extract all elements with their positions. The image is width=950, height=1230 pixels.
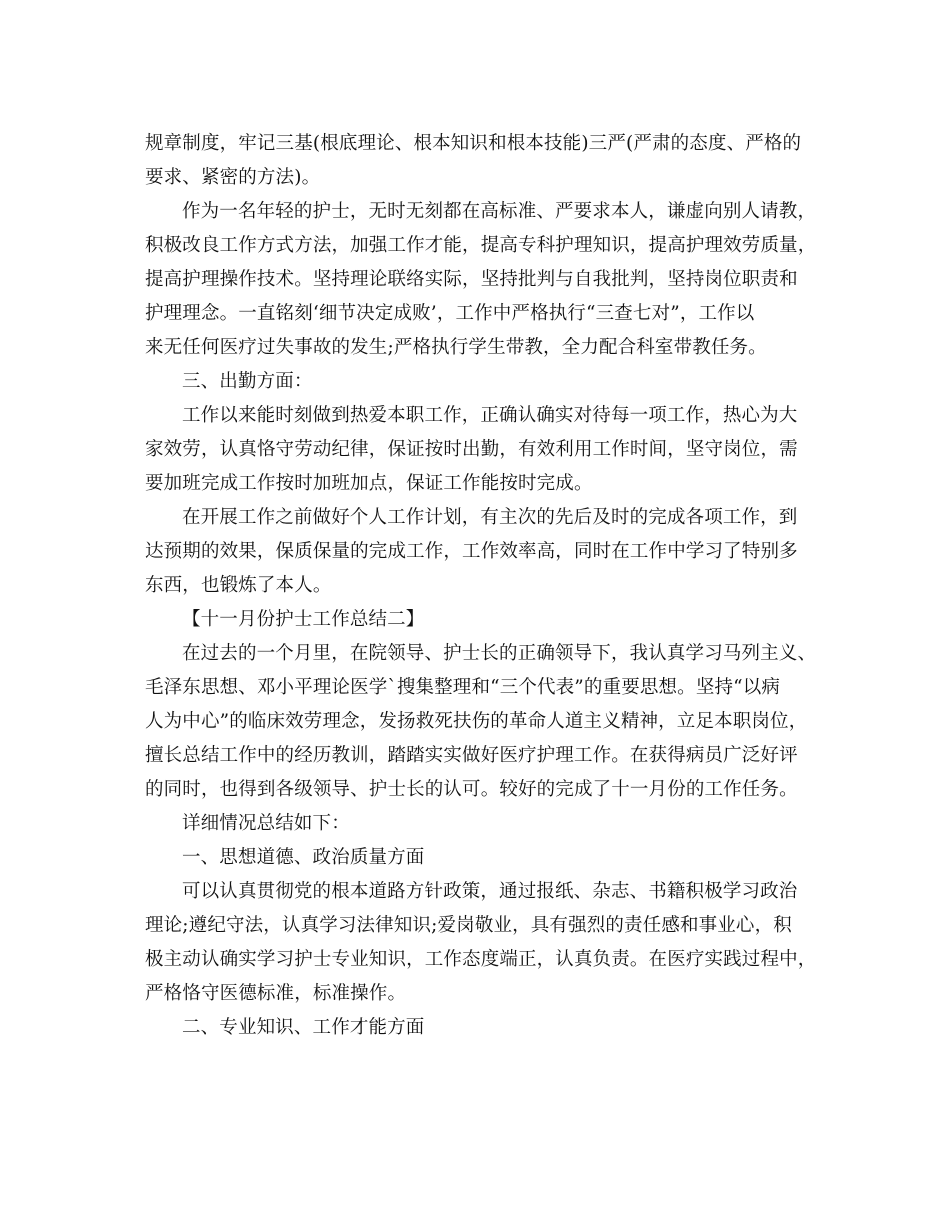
text-line: 人为中心”的临床效劳理念，发扬救死扶伤的革命人道主义精神，立足本职岗位，	[145, 711, 808, 732]
text-line: 规章制度，牢记三基(根底理论、根本知识和根本技能)三严(严肃的态度、严格的	[145, 133, 802, 154]
text-line: 作为一名年轻的护士，无时无刻都在高标准、严要求本人，谦虚向别人请教，	[182, 201, 817, 222]
text-line: 严格恪守医德标准，标准操作。	[145, 983, 407, 1004]
text-line: 极主动认确实学习护士专业知识，工作态度端正，认真负责。在医疗实践过程中，	[145, 949, 817, 970]
paragraph	[145, 127, 810, 195]
text-line: 东西，也锻炼了本人。	[145, 575, 332, 596]
paragraph	[145, 399, 810, 501]
text-line: 积极改良工作方式方法，加强工作才能，提高专科护理知识，提高护理效劳质量，	[145, 235, 817, 256]
text-line: 毛泽东思想、邓小平理论医学`搜集整理和“三个代表”的重要思想。坚持“以病	[145, 677, 781, 698]
text-line: 要加班完成工作按时加班加点，保证工作能按时完成。	[145, 473, 593, 494]
text-line: 在开展工作之前做好个人工作计划，有主次的先后及时的完成各项工作，到	[182, 507, 798, 528]
text-line: 的同时，也得到各级领导、护士长的认可。较好的完成了十一月份的工作任务。	[145, 779, 798, 800]
text-line: 理论;遵纪守法，认真学习法律知识;爱岗敬业，具有强烈的责任感和事业心，积	[145, 915, 792, 936]
text-line: 二、专业知识、工作才能方面	[182, 1017, 425, 1038]
text-line: 工作以来能时刻做到热爱本职工作，正确认确实对待每一项工作，热心为大	[182, 405, 798, 426]
text-line: 家效劳，认真恪守劳动纪律，保证按时出勤，有效利用工作时间，坚守岗位，需	[145, 439, 798, 460]
text-line: 详细情况总结如下：	[182, 813, 350, 834]
text-line: 护理理念。一直铭刻‘细节决定成败’，工作中严格执行“三查七对”，工作以	[145, 303, 755, 324]
section-title	[145, 603, 810, 637]
paragraph	[145, 875, 817, 1011]
section-heading	[145, 365, 810, 399]
text-line: 提高护理操作技术。坚持理论联络实际，坚持批判与自我批判，坚持岗位职责和	[145, 269, 798, 290]
paragraph	[145, 637, 817, 807]
paragraph	[145, 195, 817, 365]
text-line: 在过去的一个月里，在院领导、护士长的正确领导下，我认真学习马列主义、	[182, 643, 817, 664]
text-line: 要求、紧密的方法)。	[145, 167, 321, 188]
text-line: 达预期的效果，保质保量的完成工作，工作效率高，同时在工作中学习了特别多	[145, 541, 798, 562]
text-line: 一、思想道德、政治质量方面	[182, 847, 425, 868]
text-line: 三、出勤方面：	[182, 371, 313, 392]
document-page	[145, 127, 817, 1045]
text-line: 来无任何医疗过失事故的发生;严格执行学生带教，全力配合科室带教任务。	[145, 337, 767, 358]
paragraph	[145, 807, 810, 841]
text-line: 【十一月份护士工作总结二】	[182, 609, 425, 630]
text-line: 可以认真贯彻党的根本道路方针政策，通过报纸、杂志、书籍积极学习政治	[182, 881, 798, 902]
section-heading	[145, 1011, 810, 1045]
section-heading	[145, 841, 810, 875]
paragraph	[145, 501, 810, 603]
text-line: 擅长总结工作中的经历教训，踏踏实实做好医疗护理工作。在获得病员广泛好评	[145, 745, 798, 766]
